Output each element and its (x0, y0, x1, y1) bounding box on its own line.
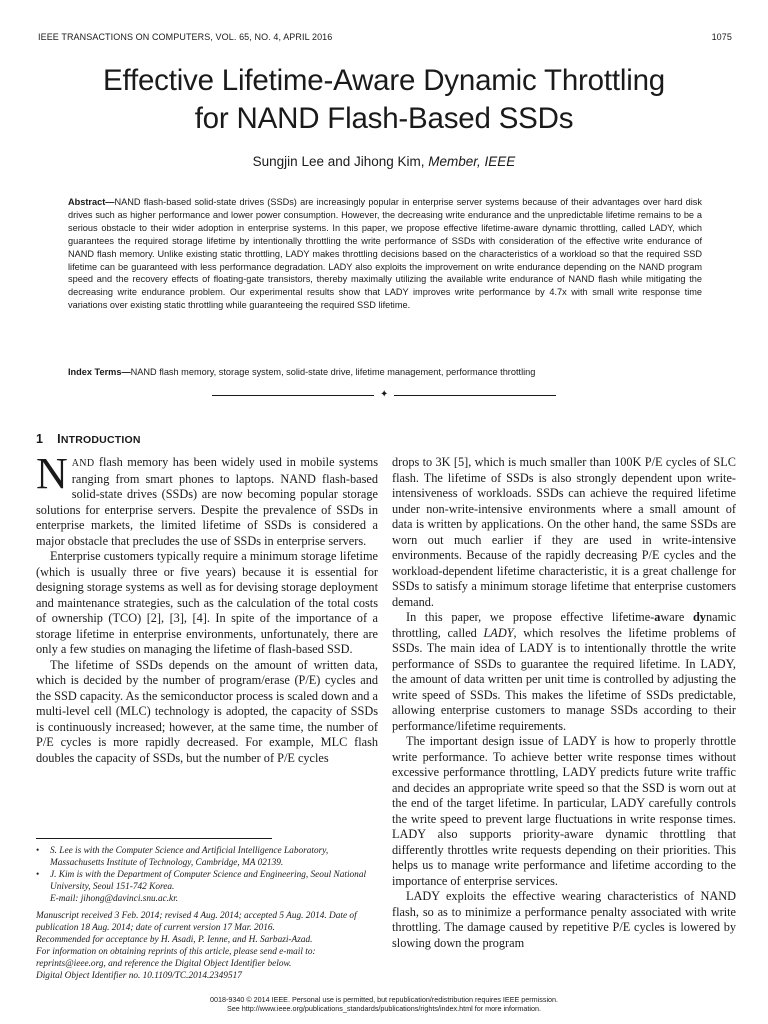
paragraph (36, 449, 378, 549)
paragraph-text: In this paper, we propose effective lifetime- (406, 610, 655, 624)
left-column (36, 449, 378, 766)
paragraph-text: , which resolves the lifetime problems of SSDs. The main idea of LADY is to intentionally throttle the write performance of SSDs to guarantee the required lifetime. In LADY, the amount of data written per unit time is controlled by adjusting the write speed of SSDs. This makes the lifetime of SSDs predictable, allowing enterprise customers to manage SSDs according to their performance/lifetime requirements. (392, 625, 737, 733)
bold-letters: dy (692, 610, 706, 624)
right-column (392, 455, 736, 951)
author-membership: Member, IEEE (428, 154, 516, 169)
paragraph: Enterprise customers typically require a minimum storage lifetime (which is usually three or five years) because it is essential for designing storage systems as well as for devising storage deployment and maintenance strategies, such as the calculation of the total costs of ownership (TCO) [2], [3], [4]. In spite of the importance of a storage lifetime in enterprise environments, unfortunately, there are only a few studies on managing the lifetime of flash-based SSD. (36, 549, 378, 656)
diamond-icon: ✦ (380, 389, 389, 400)
copyright-line-2: See http://www.ieee.org/publications_standards/publications/rights/index.html for more information. (226, 1004, 542, 1013)
section-title-initial: I (57, 432, 61, 446)
paragraph-text: flash memory has been widely used in mobile systems ranging from smart phones to laptops. NAND flash-based solid-state drives (SSDs) are now becoming popular storage solutions for enterprise servers. Despite the prevalence of SSDs in enterprise markets, the limited lifetime of SSDs is considered a major obstacle that precludes the use of SSDs in enterprise servers. (36, 455, 378, 548)
paragraph: The lifetime of SSDs depends on the amount of written data, which is decided by the number of program/erase (P/E) cycles and the SSD capacity. As the semiconductor process is scaled down and a multi-level cell (MLC) technology is adopted, the capacity of SSDs is continuously increased; however, at the same time, the number of P/E cycles is more rapidly decreased. For example, MLC flash doubles the capacity of SSDs, but the number of P/E cycles (36, 657, 378, 765)
author-names: Sungjin Lee and Jihong Kim, (252, 154, 429, 169)
abstract-label: Abstract (68, 197, 106, 207)
journal-info: IEEE TRANSACTIONS ON COMPUTERS, VOL. 65, NO. 4, APRIL 2016 (38, 32, 333, 42)
separator-line-left (212, 395, 374, 396)
paragraph (392, 610, 736, 734)
page-number: 1075 (711, 32, 732, 42)
abstract: Abstract—NAND flash-based solid-state drives (SSDs) are increasingly popular in enterprise server systems because of their advantages over hard disk drives such as higher performance and lower power consumption. However, the decreasing write endurance and the unpredictable lifetime remains to be a serious obstacle to their wider adoption in enterprise systems. In this paper, we propose effective lifetime-aware dynamic throttling, called LADY, which guarantees the required storage lifetime by intentionally throttling the write performance of SSDs with consideration of the effective write endurance of NAND flash memory. Unlike existing static throttling, LADY makes throttling decisions based on the characteristics of a workload so that the required SSD lifetime can be guaranteed with less performance degradation. LADY also exploits the improvement on write endurance depending on the NAND program speed and the recovery effects of floating-gate transistors, thereby maximally utilizing the available write endurance of NAND flash while mitigating the decreasing write endurance problem. Our experimental results show that LADY improves write performance by 4.7x with small write response time variations over existing static throttling while guaranteeing the required SSD lifetime. (68, 197, 702, 311)
footnote-affiliation-1: • S. Lee is with the Computer Science and Artificial Intelligence Laboratory, Massachusetts Institute of Technology, Cambridge, MA 02139. (36, 846, 380, 870)
manuscript-recommended: Recommended for acceptance by H. Asadi, P. Ienne, and H. Sarbazi-Azad. (36, 934, 313, 945)
separator-line-right (394, 395, 556, 396)
section-separator (212, 389, 556, 400)
paragraph-text: ware (660, 610, 693, 624)
email-text: E-mail: jihong@davinci.snu.ac.kr. (50, 893, 179, 904)
paragraph: LADY exploits the effective wearing characteristics of NAND flash, so as to minimize a performance penalty associated with write throttling. The damage caused by repetitive P/E cycles is lowered by slowing down the program (392, 889, 736, 950)
manuscript-dates: Manuscript received 3 Feb. 2014; revised 4 Aug. 2014; accepted 5 Aug. 2014. Date of publication 18 Aug. 2014; date of current version 17 Mar. 2016. (36, 911, 357, 933)
title-line-1: Effective Lifetime-Aware Dynamic Throttling (103, 64, 665, 97)
paper-title (40, 62, 728, 138)
paragraph: drops to 3K [5], which is much smaller than 100K P/E cycles of SLC flash. The lifetime of SSDs is also strongly dependent upon write-intensiveness of workloads. SSDs can achieve the required lifetime under non-write-intensive environments where a small amount of data is written by applications. On the other hand, the same SSDs are worn out much earlier if they are used in write-intensive environments. Because of the rapidly decreasing P/E cycles and the workload-dependent lifetime characteristic, it is a great challenge for SSDs to satisfy a minimum storage lifetime that enterprise customers demand. (392, 455, 736, 609)
section-number: 1 (36, 432, 44, 446)
affiliation-text: J. Kim is with the Department of Computer Science and Engineering, Seoul National University, Seoul 151-742 Korea. (50, 869, 367, 892)
index-terms-text: NAND flash memory, storage system, solid-state drive, lifetime management, performance throttling (130, 367, 536, 377)
footnote-rule (36, 838, 272, 839)
manuscript-reprints: For information on obtaining reprints of this article, please send e-mail to: reprints@ieee.org, and reference the Digital Object Identifier below. (36, 946, 316, 969)
acronym-lady: LADY (483, 625, 514, 640)
index-terms-label: Index Terms (68, 367, 122, 377)
manuscript-info (36, 911, 380, 982)
section-title-rest: NTRODUCTION (60, 434, 141, 446)
paragraph-text: namic throttling, called (392, 610, 737, 640)
smallcaps-word: AND (71, 458, 95, 469)
copyright-line-1: 0018-9340 © 2014 IEEE. Personal use is permitted, but republication/redistribution requires IEEE permission. (209, 995, 559, 1004)
authors (40, 154, 728, 169)
footnote-affiliation-2 (36, 870, 380, 906)
running-head (38, 32, 732, 42)
bold-letter: a (654, 610, 661, 624)
abstract-text: NAND flash-based solid-state drives (SSDs) are increasingly popular in enterprise server systems because of their advantages over hard disk drives such as higher performance and lower power consumption. However, the decreasing write endurance and the unpredictable lifetime remains to be a serious obstacle to their wider adoption in enterprise systems. In this paper, we propose effective lifetime-aware dynamic throttling, called LADY, which guarantees the required storage lifetime by intentionally throttling the write performance of SSDs with consideration of the effective write endurance of NAND flash memory. Unlike existing static throttling, LADY makes throttling decisions based on the characteristics of a workload so that the required SSD lifetime can be guaranteed with less performance degradation. LADY also exploits the improvement on write endurance depending on the NAND program speed and the recovery effects of floating-gate transistors, thereby maximally utilizing the available write endurance of NAND flash while mitigating the decreasing write endurance problem. Our experimental results show that LADY improves write performance by 4.7x with small write response time variations over existing static throttling while guaranteeing the required SSD lifetime. (68, 197, 702, 311)
manuscript-doi: Digital Object Identifier no. 10.1109/TC.2014.2349517 (36, 970, 242, 981)
drop-cap: N (36, 449, 68, 498)
copyright-notice (40, 995, 728, 1013)
paragraph: The important design issue of LADY is how to properly throttle write performance. To achieve better write response times without excessive performance throttling, LADY predicts future write traffic and decides an appropriate write speed so that the SSD is worn out at the end of the target lifetime. In particular, LADY carefully controls the write speed to prevent large fluctuations in write response times. LADY also supports priority-aware dynamic throttling that differently throttles write requests depending on their priorities. This helps us to manage write performance and lifetime according to the importance of enterprise services. (392, 734, 736, 888)
index-terms: Index Terms—NAND flash memory, storage system, solid-state drive, lifetime management, performance throttling (68, 367, 536, 377)
title-line-2: for NAND Flash-Based SSDs (194, 102, 574, 135)
footnotes (36, 846, 380, 906)
section-heading (36, 432, 141, 446)
